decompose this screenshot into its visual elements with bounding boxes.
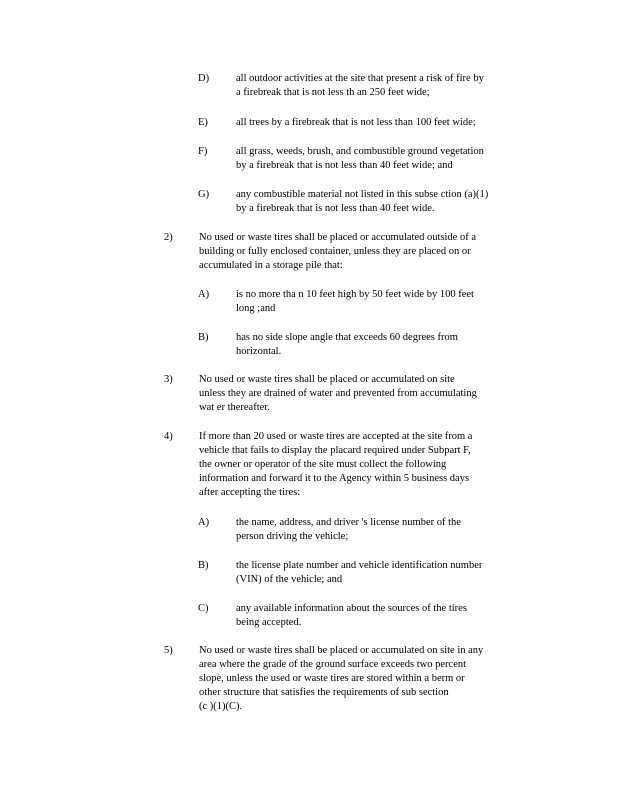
text-line: No used or waste tires shall be placed or accumulated on site xyxy=(199,374,455,385)
item-label: B) xyxy=(198,560,209,571)
item-label: E) xyxy=(198,117,208,128)
item-label: G) xyxy=(198,189,210,200)
item-text xyxy=(199,373,529,415)
text-line: slope, unless the used or waste tires are stored within a berm or xyxy=(199,673,465,684)
text-line: by a firebreak that is not less than 40 feet wide. xyxy=(236,203,435,214)
item-text xyxy=(236,602,536,630)
item-label: A) xyxy=(198,289,210,300)
item-label: C) xyxy=(198,603,209,614)
text-line: all trees by a firebreak that is not less than 100 feet wide; xyxy=(236,117,476,128)
text-line: being accepted. xyxy=(236,617,302,628)
text-line: all grass, weeds, brush, and combustible ground vegetation xyxy=(236,146,484,157)
item-text xyxy=(236,116,536,130)
item-label: 5) xyxy=(164,645,173,656)
item-text xyxy=(236,516,536,544)
text-line: If more than 20 used or waste tires are accepted at the site from a xyxy=(199,431,473,442)
item-label: F) xyxy=(198,146,208,157)
text-line: accumulated in a storage pile that: xyxy=(199,260,343,271)
text-line: person driving the vehicle; xyxy=(236,531,349,542)
text-line: wat er thereafter. xyxy=(199,402,270,413)
text-line: after accepting the tires: xyxy=(199,487,301,498)
text-line: all outdoor activities at the site that present a risk of fire by xyxy=(236,73,484,84)
item-text xyxy=(236,331,536,359)
text-line: long ;and xyxy=(236,303,276,314)
item-text xyxy=(236,288,536,316)
text-line: by a firebreak that is not less than 40 feet wide; and xyxy=(236,160,453,171)
item-text xyxy=(236,145,536,173)
text-line: has no side slope angle that exceeds 60 degrees from xyxy=(236,332,458,343)
item-label: A) xyxy=(198,517,210,528)
text-line: a firebreak that is not less th an 250 feet wide; xyxy=(236,87,430,98)
text-line: other structure that satisfies the requirements of sub section xyxy=(199,687,449,698)
text-line: the name, address, and driver 's license number of the xyxy=(236,517,461,528)
text-line: the license plate number and vehicle identification number xyxy=(236,560,483,571)
text-line: the owner or operator of the site must collect the following xyxy=(199,459,447,470)
text-line: unless they are drained of water and prevented from accumulating xyxy=(199,388,477,399)
item-text xyxy=(236,72,536,100)
item-label: 3) xyxy=(164,374,173,385)
text-line: No used or waste tires shall be placed or accumulated outside of a xyxy=(199,232,476,243)
item-text xyxy=(199,644,529,714)
item-text xyxy=(236,559,536,587)
item-label: D) xyxy=(198,73,210,84)
text-line: (VIN) of the vehicle; and xyxy=(236,574,343,585)
item-text xyxy=(199,430,529,500)
text-line: vehicle that fails to display the placard required under Subpart F, xyxy=(199,445,471,456)
text-line: area where the grade of the ground surface exceeds two percent xyxy=(199,659,467,670)
text-line: horizontal. xyxy=(236,346,282,357)
text-line: information and forward it to the Agency within 5 business days xyxy=(199,473,470,484)
item-text xyxy=(199,231,529,273)
text-line: is no more tha n 10 feet high by 50 feet wide by 100 feet xyxy=(236,289,474,300)
text-line: any combustible material not listed in this subse ction (a)(1) xyxy=(236,189,489,200)
text-line: No used or waste tires shall be placed or accumulated on site in any xyxy=(199,645,484,656)
item-label: 2) xyxy=(164,232,173,243)
text-line: any available information about the sources of the tires xyxy=(236,603,467,614)
item-text xyxy=(236,188,536,216)
item-label: B) xyxy=(198,332,209,343)
item-label: 4) xyxy=(164,431,173,442)
text-line: (c )(1)(C). xyxy=(199,701,243,712)
text-line: building or fully enclosed container, unless they are placed on or xyxy=(199,246,471,257)
